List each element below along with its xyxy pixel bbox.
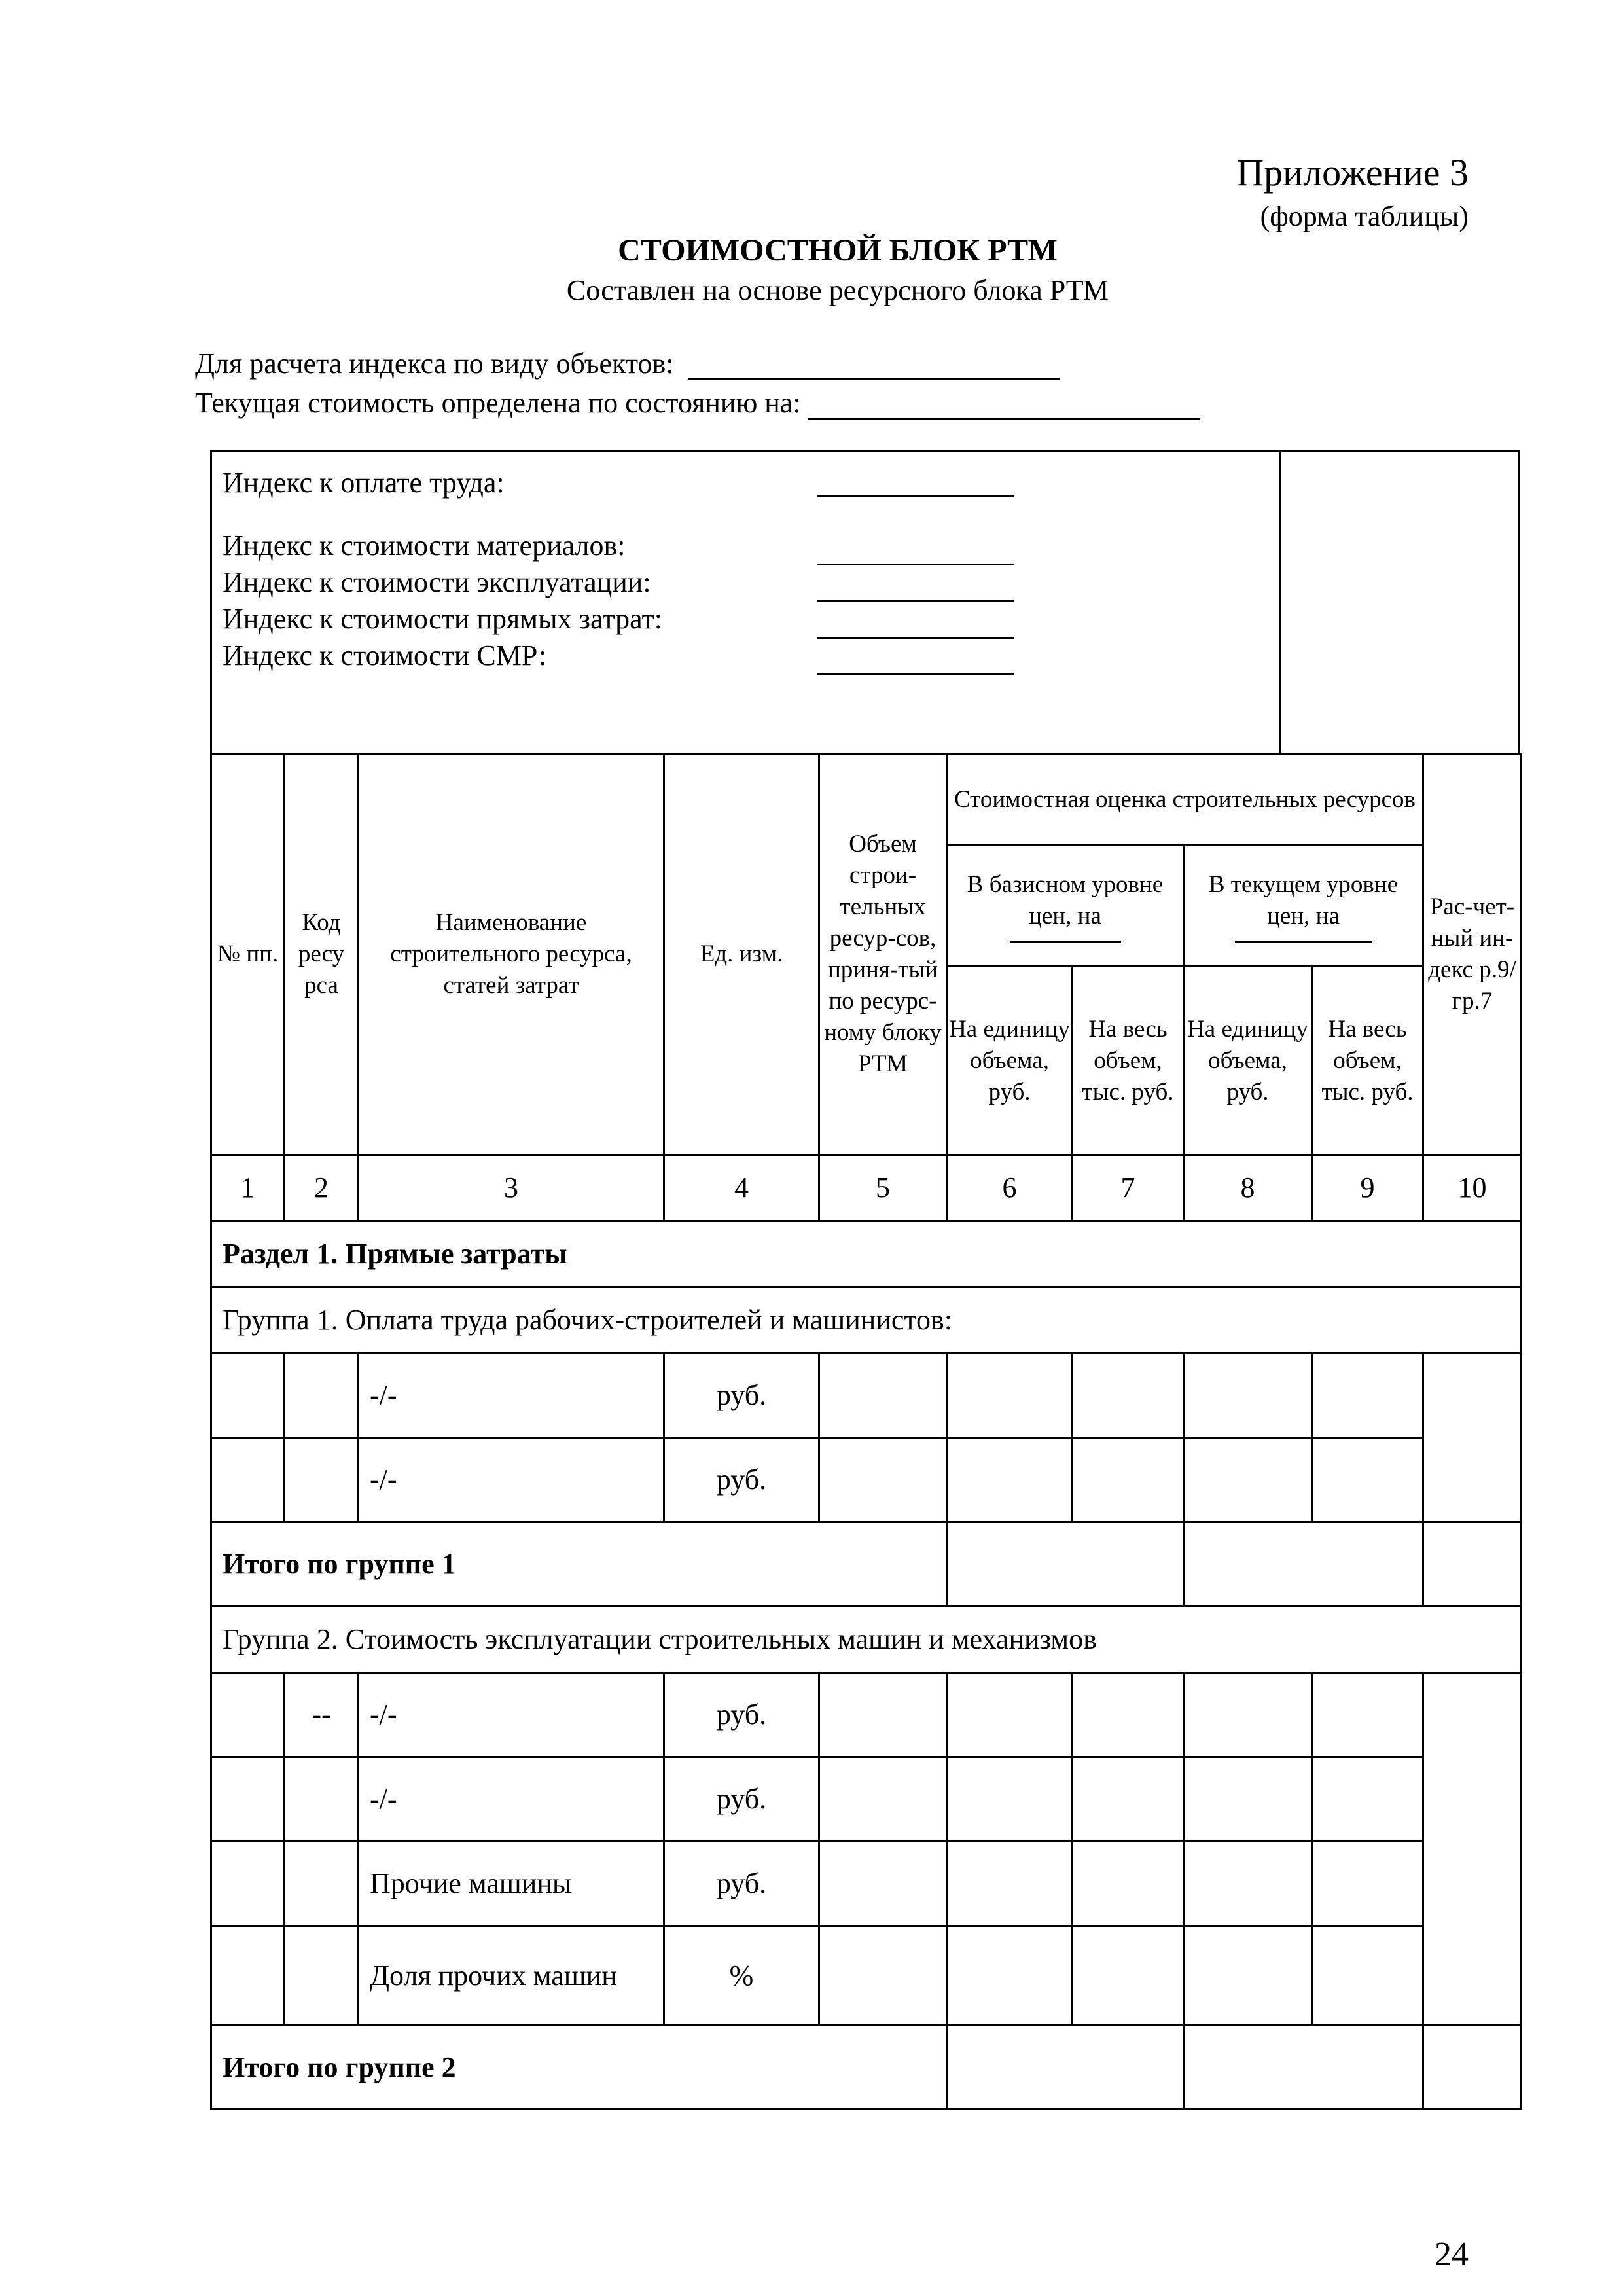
cell-unit[interactable]: руб. (664, 1842, 819, 1926)
header-index: Рас-чет-ный ин-декс р.9/гр.7 (1423, 754, 1522, 1155)
cell-num[interactable] (211, 1354, 285, 1438)
section-title: Раздел 1. Прямые затраты (211, 1221, 1522, 1287)
cell-base-unit[interactable] (947, 1354, 1073, 1438)
header-cost: Стоимостная оценка строительных ресурсов (947, 754, 1423, 846)
col-number: 8 (1184, 1155, 1312, 1221)
cell-code[interactable] (285, 1842, 359, 1926)
cell-name[interactable]: -/- (359, 1354, 664, 1438)
cell-index[interactable] (1423, 1354, 1522, 1522)
col-number: 1 (211, 1155, 285, 1221)
cell-volume[interactable] (819, 1926, 947, 2026)
annex-label: Приложение 3 (1236, 151, 1469, 194)
labor-index-label: Индекс к оплате труда: (223, 467, 505, 499)
header-current-prices (1184, 846, 1423, 967)
cell-base-unit[interactable] (947, 1438, 1073, 1522)
cell-volume[interactable] (819, 1673, 947, 1757)
cell-unit[interactable]: руб. (664, 1757, 819, 1842)
construction-index-label: Индекс к стоимости СМР: (223, 639, 547, 672)
cell-name[interactable]: Доля прочих машин (359, 1926, 664, 2026)
cell-current-unit[interactable] (1184, 1354, 1312, 1438)
cell-current-total[interactable] (1312, 1354, 1423, 1438)
cell-base-total[interactable] (1073, 1757, 1184, 1842)
cell-name[interactable]: -/- (359, 1438, 664, 1522)
group-2-title: Группа 2. Стоимость эксплуатации строительных машин и механизмов (211, 1607, 1522, 1673)
materials-index-blank[interactable] (817, 529, 1014, 565)
cell-volume[interactable] (819, 1438, 947, 1522)
table-row (211, 1926, 1522, 2026)
cell-current-unit[interactable] (1184, 1842, 1312, 1926)
base-date-blank[interactable] (1010, 941, 1121, 943)
header-current-unit-cost: На единицу объема, руб. (1184, 967, 1312, 1155)
object-type-line (195, 347, 1060, 380)
cell-code[interactable] (285, 1438, 359, 1522)
cell-base-total[interactable] (1073, 1354, 1184, 1438)
cell-current-total[interactable] (1312, 1842, 1423, 1926)
header-num: № пп. (211, 754, 285, 1155)
cell-base-unit[interactable] (947, 1926, 1073, 2026)
cell-volume[interactable] (819, 1842, 947, 1926)
operation-index-blank[interactable] (817, 565, 1014, 602)
price-date-label: Текущая стоимость определена по состоянию на: (195, 387, 801, 419)
cell-current-total[interactable] (1312, 1757, 1423, 1842)
cell-current-total[interactable] (1312, 1926, 1423, 2026)
cell-base-total[interactable] (1073, 1673, 1184, 1757)
cell-current-total[interactable] (1312, 1673, 1423, 1757)
cell-base-total[interactable] (1073, 1438, 1184, 1522)
object-type-blank[interactable] (688, 352, 1060, 380)
cell-num[interactable] (211, 1926, 285, 2026)
col-number: 2 (285, 1155, 359, 1221)
cell-base-unit[interactable] (947, 1757, 1073, 1842)
direct-costs-index-label: Индекс к стоимости прямых затрат: (223, 603, 662, 635)
col-number: 10 (1423, 1155, 1522, 1221)
section-row (211, 1221, 1522, 1287)
cell-num[interactable] (211, 1438, 285, 1522)
col-number: 4 (664, 1155, 819, 1221)
table-row (211, 1842, 1522, 1926)
header-base-total-cost: На весь объем, тыс. руб. (1073, 967, 1184, 1155)
col-number: 5 (819, 1155, 947, 1221)
group-2-base-total[interactable] (947, 2026, 1184, 2109)
cell-volume[interactable] (819, 1354, 947, 1438)
cell-code[interactable] (285, 1926, 359, 2026)
header-base-unit-cost: На единицу объема, руб. (947, 967, 1073, 1155)
group-1-current-total[interactable] (1184, 1522, 1423, 1607)
cell-current-unit[interactable] (1184, 1757, 1312, 1842)
cell-current-unit[interactable] (1184, 1438, 1312, 1522)
price-date-blank[interactable] (808, 391, 1200, 420)
header-unit: Ед. изм. (664, 754, 819, 1155)
group-1-title: Группа 1. Оплата труда рабочих-строителей и машинистов: (211, 1287, 1522, 1354)
cell-base-unit[interactable] (947, 1842, 1073, 1926)
header-base-prices (947, 846, 1184, 967)
header-name: Наименование строительного ресурса, статей затрат (359, 754, 664, 1155)
cost-table (210, 753, 1522, 2110)
cell-unit[interactable]: руб. (664, 1438, 819, 1522)
cell-name[interactable]: -/- (359, 1673, 664, 1757)
index-box-divider (1279, 450, 1281, 755)
document-subtitle: Составлен на основе ресурсного блока РТМ (566, 274, 1109, 306)
cell-index[interactable] (1423, 1673, 1522, 2026)
object-type-label: Для расчета индекса по виду объектов: (195, 348, 674, 380)
cell-volume[interactable] (819, 1757, 947, 1842)
table-row (211, 1757, 1522, 1842)
group-row (211, 1287, 1522, 1354)
page-number: 24 (1435, 2236, 1469, 2273)
group-1-total-label: Итого по группе 1 (211, 1522, 947, 1607)
header-volume: Объем строи-тельных ресур-сов, приня-тый по ресурс-ному блоку РТМ (819, 754, 947, 1155)
cell-current-unit[interactable] (1184, 1926, 1312, 2026)
group-2-current-total[interactable] (1184, 2026, 1423, 2109)
cell-base-total[interactable] (1073, 1842, 1184, 1926)
cell-unit[interactable]: руб. (664, 1354, 819, 1438)
cell-code[interactable]: -- (285, 1673, 359, 1757)
cell-code[interactable] (285, 1757, 359, 1842)
col-number: 9 (1312, 1155, 1423, 1221)
cell-unit[interactable]: % (664, 1926, 819, 2026)
header-current-total-cost: На весь объем, тыс. руб. (1312, 967, 1423, 1155)
labor-index-blank[interactable] (817, 468, 1014, 497)
group-1-base-total[interactable] (947, 1522, 1184, 1607)
header-current-label: В текущем уровне цен, на (1208, 870, 1399, 929)
col-number: 7 (1073, 1155, 1184, 1221)
cell-num[interactable] (211, 1842, 285, 1926)
construction-index-blank[interactable] (817, 639, 1014, 675)
header-base-label: В базисном уровне цен, на (967, 870, 1164, 929)
materials-index-label: Индекс к стоимости материалов: (223, 529, 626, 562)
cell-num[interactable] (211, 1673, 285, 1757)
group-row (211, 1607, 1522, 1673)
col-number: 6 (947, 1155, 1073, 1221)
direct-costs-index-blank[interactable] (817, 602, 1014, 639)
cell-current-total[interactable] (1312, 1438, 1423, 1522)
cell-code[interactable] (285, 1354, 359, 1438)
cell-current-unit[interactable] (1184, 1673, 1312, 1757)
cell-num[interactable] (211, 1757, 285, 1842)
group-1-index[interactable] (1423, 1522, 1522, 1607)
cell-name[interactable]: -/- (359, 1757, 664, 1842)
table-row (211, 1354, 1522, 1438)
col-number: 3 (359, 1155, 664, 1221)
cell-base-total[interactable] (1073, 1926, 1184, 2026)
header-row-1 (211, 754, 1522, 846)
cell-unit[interactable]: руб. (664, 1673, 819, 1757)
price-date-line (195, 386, 1200, 420)
current-date-blank[interactable] (1235, 941, 1372, 943)
table-row (211, 1673, 1522, 1757)
group-total-row (211, 1522, 1522, 1607)
cell-base-unit[interactable] (947, 1673, 1073, 1757)
document-title: СТОИМОСТНОЙ БЛОК РТМ (618, 233, 1058, 268)
table-row (211, 1438, 1522, 1522)
group-2-total-label: Итого по группе 2 (211, 2026, 947, 2109)
group-total-row (211, 2026, 1522, 2109)
column-numbers-row (211, 1155, 1522, 1221)
cell-name[interactable]: Прочие машины (359, 1842, 664, 1926)
annex-note: (форма таблицы) (1260, 200, 1469, 232)
header-code: Код ресу рса (285, 754, 359, 1155)
operation-index-label: Индекс к стоимости эксплуатации: (223, 566, 651, 598)
group-2-index[interactable] (1423, 2026, 1522, 2109)
